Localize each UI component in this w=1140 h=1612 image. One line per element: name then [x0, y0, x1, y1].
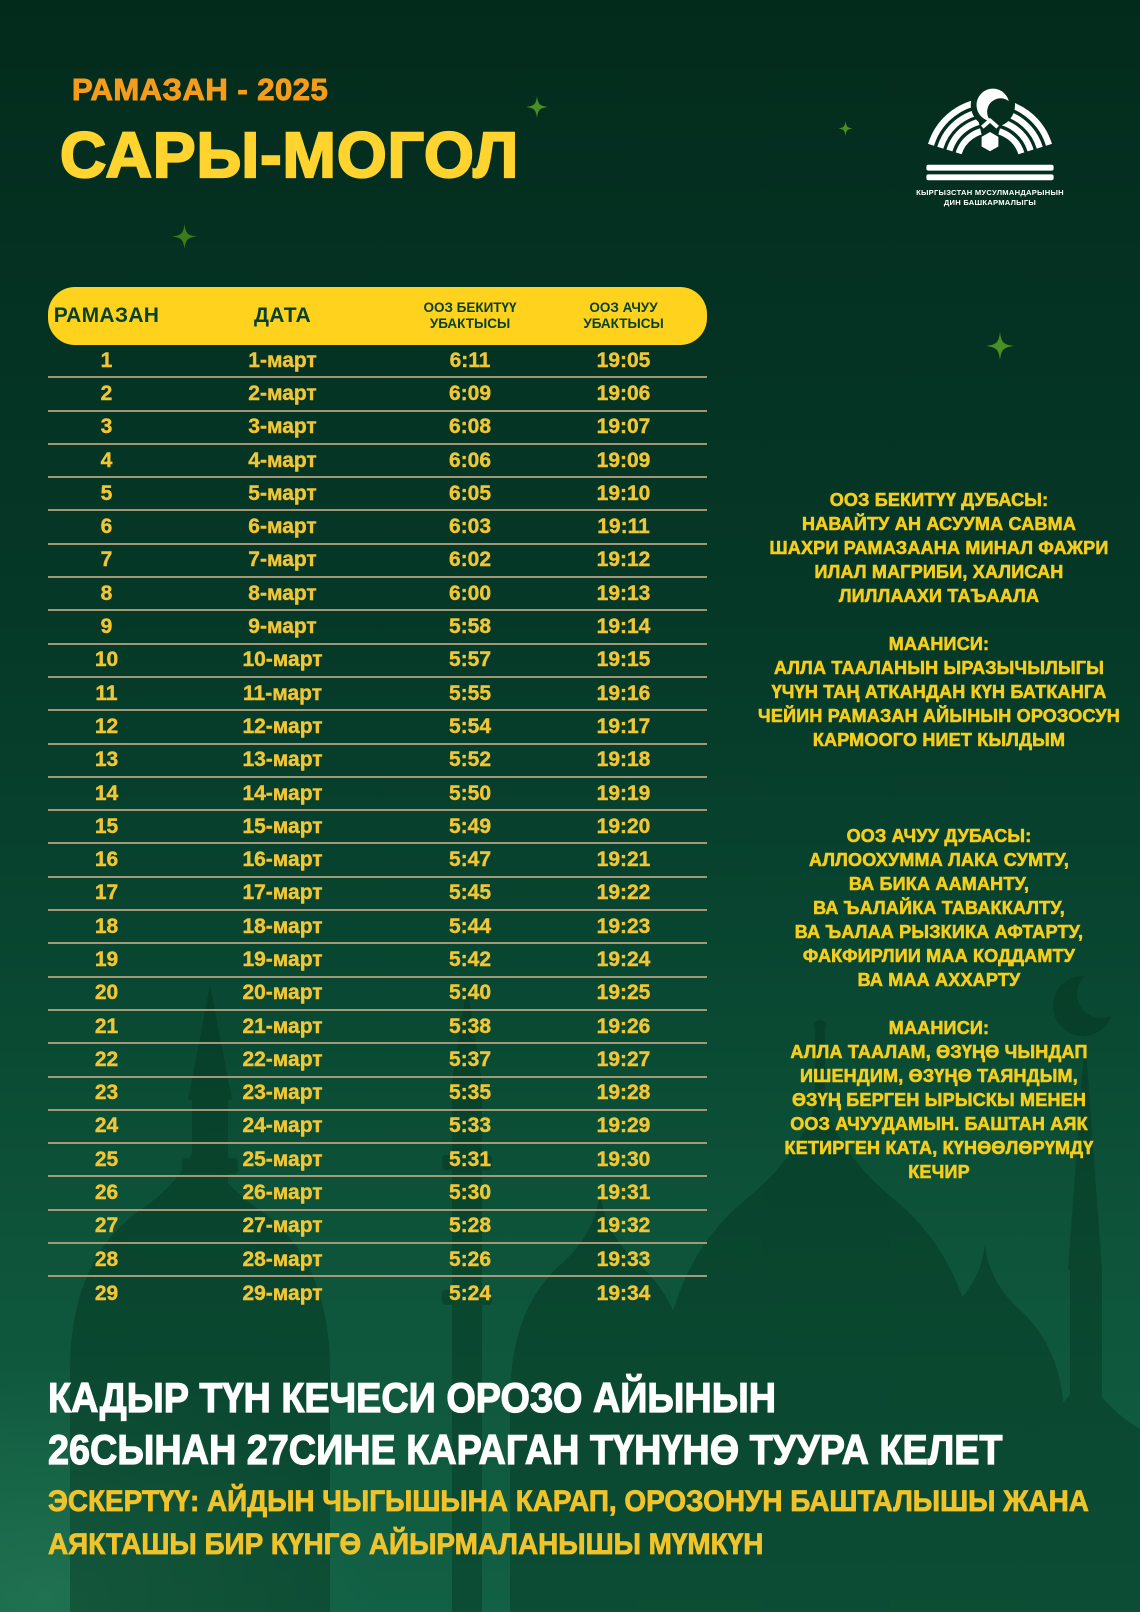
dua-line: ЛИЛЛААХИ ТАЪААЛА [838, 586, 1040, 606]
date-cell: 5-март [248, 481, 317, 505]
dua-line: ВА БИКА ААМАНТУ, [848, 874, 1030, 894]
suhoor-time-cell: 6:09 [448, 381, 492, 405]
suhoor-time-cell: 5:35 [448, 1081, 492, 1105]
date-cell: 15-март [242, 814, 323, 838]
ramadan-day-cell: 29 [94, 1281, 119, 1305]
iftar-time-cell: 19:10 [596, 481, 651, 505]
dua-line: АЛЛА ТААЛАНЫН ЫРАЗЫЧЫЛЫГЫ [773, 658, 1105, 678]
table-row [48, 911, 707, 944]
column-header-suhoor: ООЗ БЕКИТҮҮ УБАКТЫСЫ [423, 300, 517, 331]
iftar-time-cell: 19:17 [596, 714, 651, 738]
date-cell: 2-март [248, 381, 317, 405]
table-row [48, 1244, 707, 1277]
ramadan-day-cell: 7 [100, 548, 113, 572]
ramadan-day-cell: 1 [100, 348, 113, 372]
date-cell: 7-март [248, 548, 317, 572]
date-cell: 26-март [242, 1181, 323, 1205]
dua-line: ВА ЪАЛАЙКА ТАВАККАЛТУ, [813, 898, 1065, 918]
ramadan-day-cell: 6 [100, 515, 113, 539]
suhoor-time-cell: 6:02 [448, 548, 492, 572]
table-row [48, 478, 707, 511]
date-cell: 8-март [248, 581, 317, 605]
date-cell: 25-март [242, 1147, 323, 1171]
date-cell: 1-март [248, 348, 317, 372]
qadr-night-headline [48, 1372, 1003, 1476]
dua-line: КАРМООГО НИЕТ КЫЛДЫМ [812, 730, 1066, 750]
table-row [48, 1111, 707, 1144]
note-line1: ЭСКЕРТҮҮ: АЙДЫН ЧЫГЫШЫНА КАРАП, ОРОЗОНУН БАШТАЛЫШЫ ЖАНА [48, 1485, 1089, 1518]
table-row [48, 611, 707, 644]
suhoor-time-cell: 6:03 [448, 515, 492, 539]
ramadan-day-cell: 22 [94, 1047, 119, 1071]
dua-title: ООЗ БЕКИТҮҮ ДУБАСЫ: [829, 490, 1049, 510]
table-row [48, 511, 707, 544]
suhoor-dua-block [733, 488, 1140, 752]
table-row [48, 1044, 707, 1077]
table-row [48, 445, 707, 478]
ramadan-day-cell: 14 [94, 781, 119, 805]
dua-line: ЧЕЙИН РАМАЗАН АЙЫНЫН ОРОЗОСУН [758, 706, 1120, 726]
suhoor-time-cell: 5:30 [448, 1181, 492, 1205]
suhoor-time-cell: 5:47 [448, 848, 492, 872]
suhoor-time-cell: 5:42 [448, 947, 492, 971]
date-cell: 9-март [248, 615, 317, 639]
ramadan-day-cell: 28 [94, 1247, 119, 1271]
moon-sighting-note [48, 1480, 1089, 1566]
dua-line: НАВАЙТУ АН АСУУМА САВМА [801, 514, 1077, 534]
iftar-time-cell: 19:24 [596, 947, 651, 971]
ramadan-day-cell: 21 [94, 1014, 119, 1038]
headline-line2: 26СЫНАН 27СИНЕ КАРАГАН ТҮНҮНӨ ТУУРА КЕЛЕТ [48, 1426, 1003, 1473]
date-cell: 22-март [242, 1047, 323, 1071]
table-row [48, 778, 707, 811]
ramadan-year-label: РАМАЗАН - 2025 [72, 72, 329, 107]
iftar-time-cell: 19:30 [596, 1147, 651, 1171]
dua-line: ФАКФИРЛИИ МАА КОДДАМТУ [802, 946, 1076, 966]
date-cell: 20-март [242, 981, 323, 1005]
table-row [48, 345, 707, 378]
ramadan-day-cell: 11 [95, 681, 118, 705]
table-row [48, 578, 707, 611]
dua-line: ВА МАА АХХАРТУ [857, 970, 1021, 990]
iftar-time-cell: 19:25 [596, 981, 651, 1005]
dua-line: ВА ЪАЛАА РЫЗКИКА АФТАРТУ, [794, 922, 1084, 942]
ramadan-day-cell: 27 [94, 1214, 119, 1238]
ramadan-day-cell: 4 [100, 448, 113, 472]
suhoor-time-cell: 5:45 [448, 881, 492, 905]
table-row [48, 412, 707, 445]
table-row [48, 678, 707, 711]
dua-line: ИШЕНДИМ, ӨЗҮҢӨ ТАЯНДЫМ, [800, 1066, 1078, 1086]
suhoor-time-cell: 5:44 [448, 914, 492, 938]
suhoor-time-cell: 5:38 [448, 1014, 492, 1038]
sparkle-icon [986, 332, 1014, 360]
dua-title: ООЗ АЧУУ ДУБАСЫ: [846, 826, 1032, 846]
sparkle-icon [838, 121, 853, 136]
suhoor-time-cell: 6:11 [449, 348, 491, 372]
date-cell: 24-март [242, 1114, 323, 1138]
ramadan-day-cell: 18 [94, 914, 119, 938]
iftar-time-cell: 19:15 [596, 648, 651, 672]
table-row [48, 745, 707, 778]
logo-org-line1: КЫРГЫЗСТАН МУСУЛМАНДАРЫНЫН [916, 188, 1064, 197]
iftar-time-cell: 19:33 [596, 1247, 651, 1271]
table-row [48, 1211, 707, 1244]
ramadan-day-cell: 9 [100, 615, 113, 639]
ramadan-day-cell: 3 [100, 415, 113, 439]
sparkle-icon [172, 224, 197, 249]
table-row [48, 811, 707, 844]
date-cell: 13-март [242, 748, 323, 772]
dua-line: ШАХРИ РАМАЗААНА МИНАЛ ФАЖРИ [769, 538, 1109, 558]
dua-meaning-lines [733, 656, 1140, 752]
table-row [48, 978, 707, 1011]
table-row [48, 711, 707, 744]
suhoor-time-cell: 5:31 [448, 1147, 492, 1171]
iftar-time-cell: 19:28 [596, 1081, 651, 1105]
dua-line: КЕТИРГЕН КАТА, КҮНӨӨЛӨРҮМДҮ [784, 1138, 1094, 1158]
table-row [48, 545, 707, 578]
mosque-crescent-icon [910, 80, 1070, 186]
ramadan-day-cell: 5 [100, 481, 113, 505]
dua-lines [733, 848, 1140, 992]
dua-line: АЛЛА ТААЛАМ, ӨЗҮҢӨ ЧЫНДАП [790, 1042, 1088, 1062]
ramadan-day-cell: 23 [94, 1081, 119, 1105]
iftar-time-cell: 19:21 [596, 848, 651, 872]
dua-line: ӨЗҮҢ БЕРГЕН ЫРЫСКЫ МЕНЕН [791, 1090, 1087, 1110]
iftar-time-cell: 19:18 [596, 748, 651, 772]
iftar-time-cell: 19:22 [596, 881, 651, 905]
iftar-time-cell: 19:31 [596, 1181, 651, 1205]
ramadan-day-cell: 25 [94, 1147, 119, 1171]
headline-line1: КАДЫР ТҮН КЕЧЕСИ ОРОЗО АЙЫНЫН [48, 1374, 777, 1421]
date-cell: 10-март [242, 648, 323, 672]
iftar-time-cell: 19:13 [596, 581, 651, 605]
iftar-time-cell: 19:16 [596, 681, 651, 705]
dua-meaning-lines [733, 1040, 1140, 1184]
dua-line: ҮЧҮН ТАҢ АТКАНДАН КҮН БАТКАНГА [771, 682, 1107, 702]
dua-meaning-title: МААНИСИ: [888, 1018, 990, 1038]
iftar-time-cell: 19:20 [596, 814, 651, 838]
table-row [48, 645, 707, 678]
iftar-time-cell: 19:05 [596, 348, 651, 372]
suhoor-time-cell: 6:05 [448, 481, 492, 505]
iftar-time-cell: 19:06 [596, 381, 651, 405]
suhoor-time-cell: 5:57 [448, 648, 492, 672]
ramadan-day-cell: 15 [94, 814, 119, 838]
suhoor-time-cell: 5:37 [448, 1047, 492, 1071]
date-cell: 29-март [242, 1281, 323, 1305]
sparkle-icon [526, 96, 548, 118]
suhoor-time-cell: 5:40 [448, 981, 492, 1005]
iftar-time-cell: 19:14 [596, 615, 651, 639]
dua-line: ИЛАЛ МАГРИБИ, ХАЛИСАН [814, 562, 1064, 582]
ramadan-day-cell: 12 [94, 714, 119, 738]
iftar-time-cell: 19:29 [596, 1114, 651, 1138]
iftar-time-cell: 19:11 [597, 515, 650, 539]
column-header-date: ДАТА [254, 304, 311, 327]
date-cell: 11-март [243, 681, 322, 705]
muftiyat-logo [898, 80, 1082, 208]
date-cell: 14-март [242, 781, 323, 805]
ramadan-day-cell: 19 [94, 947, 119, 971]
schedule-table [48, 345, 707, 1311]
location-title: САРЫ-МОГОЛ [60, 119, 520, 191]
table-row [48, 944, 707, 977]
date-cell: 28-март [242, 1247, 323, 1271]
ramadan-day-cell: 13 [94, 748, 119, 772]
dua-line: КЕЧИР [908, 1162, 970, 1182]
date-cell: 27-март [242, 1214, 323, 1238]
date-cell: 23-март [242, 1081, 323, 1105]
iftar-time-cell: 19:19 [596, 781, 651, 805]
table-row [48, 1177, 707, 1210]
dua-line: ООЗ АЧУУДАМЫН. БАШТАН АЯК [790, 1114, 1088, 1134]
ramadan-day-cell: 17 [94, 881, 119, 905]
iftar-time-cell: 19:32 [596, 1214, 651, 1238]
date-cell: 12-март [242, 714, 323, 738]
iftar-time-cell: 19:07 [596, 415, 651, 439]
iftar-time-cell: 19:34 [596, 1281, 651, 1305]
table-header [48, 287, 707, 345]
date-cell: 6-март [248, 515, 317, 539]
note-line2: АЯКТАШЫ БИР КҮНГӨ АЙЫРМАЛАНЫШЫ МҮМКҮН [48, 1528, 764, 1561]
suhoor-time-cell: 5:58 [448, 615, 492, 639]
dua-lines [733, 512, 1140, 608]
suhoor-time-cell: 5:24 [448, 1281, 492, 1305]
suhoor-time-cell: 5:28 [448, 1214, 492, 1238]
date-cell: 16-март [242, 848, 323, 872]
suhoor-time-cell: 6:08 [448, 415, 492, 439]
iftar-time-cell: 19:09 [596, 448, 651, 472]
table-row [48, 1078, 707, 1111]
table-row [48, 1144, 707, 1177]
table-row [48, 844, 707, 877]
iftar-time-cell: 19:26 [596, 1014, 651, 1038]
suhoor-time-cell: 5:54 [448, 714, 492, 738]
suhoor-time-cell: 5:49 [448, 814, 492, 838]
suhoor-time-cell: 5:50 [448, 781, 492, 805]
iftar-time-cell: 19:27 [596, 1047, 651, 1071]
ramadan-day-cell: 10 [94, 648, 119, 672]
date-cell: 21-март [242, 1014, 323, 1038]
ramadan-day-cell: 20 [94, 981, 119, 1005]
table-row [48, 1011, 707, 1044]
iftar-time-cell: 19:12 [596, 548, 651, 572]
date-cell: 19-март [242, 947, 323, 971]
ramadan-day-cell: 8 [100, 581, 113, 605]
table-row [48, 1277, 707, 1310]
column-header-ramadan: РАМАЗАН [53, 304, 160, 327]
ramadan-day-cell: 26 [94, 1181, 119, 1205]
dua-line: АЛЛООХУММА ЛАКА СУМТУ, [808, 850, 1070, 870]
suhoor-time-cell: 6:00 [448, 581, 492, 605]
table-row [48, 878, 707, 911]
date-cell: 4-март [248, 448, 317, 472]
ramadan-day-cell: 2 [100, 381, 113, 405]
suhoor-time-cell: 5:52 [448, 748, 492, 772]
logo-org-line2: ДИН БАШКАРМАЛЫГЫ [943, 198, 1037, 207]
column-header-iftar: ООЗ АЧУУ УБАКТЫСЫ [583, 300, 664, 331]
suhoor-time-cell: 6:06 [448, 448, 492, 472]
date-cell: 17-март [242, 881, 323, 905]
iftar-time-cell: 19:23 [596, 914, 651, 938]
date-cell: 18-март [242, 914, 323, 938]
suhoor-time-cell: 5:33 [448, 1114, 492, 1138]
ramadan-day-cell: 24 [94, 1114, 119, 1138]
table-row [48, 378, 707, 411]
dua-meaning-title: МААНИСИ: [888, 634, 990, 654]
suhoor-time-cell: 5:55 [448, 681, 492, 705]
date-cell: 3-март [248, 415, 317, 439]
suhoor-time-cell: 5:26 [448, 1247, 492, 1271]
iftar-dua-block [733, 824, 1140, 1184]
ramadan-day-cell: 16 [94, 848, 119, 872]
